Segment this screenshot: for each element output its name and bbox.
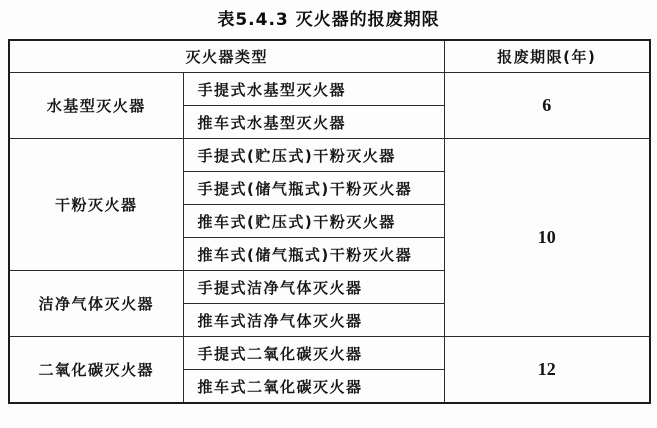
category-dry-powder: 干粉灭火器 bbox=[9, 139, 183, 271]
subtype-portable-stored-pressure-dry-powder: 手提式(贮压式)干粉灭火器 bbox=[183, 139, 444, 172]
header-extinguisher-type: 灭火器类型 bbox=[9, 40, 444, 73]
table-header-row bbox=[9, 40, 650, 73]
subtype-cart-gas-cartridge-dry-powder: 推车式(储气瓶式)干粉灭火器 bbox=[183, 238, 444, 271]
subtype-portable-water-based: 手提式水基型灭火器 bbox=[183, 73, 444, 106]
subtype-portable-clean-agent: 手提式洁净气体灭火器 bbox=[183, 271, 444, 304]
period-value-12: 12 bbox=[444, 337, 650, 404]
subtype-portable-gas-cartridge-dry-powder: 手提式(储气瓶式)干粉灭火器 bbox=[183, 172, 444, 205]
category-clean-agent: 洁净气体灭火器 bbox=[9, 271, 183, 337]
subtype-cart-carbon-dioxide: 推车式二氧化碳灭火器 bbox=[183, 370, 444, 404]
subtype-cart-clean-agent: 推车式洁净气体灭火器 bbox=[183, 304, 444, 337]
table-row bbox=[9, 139, 650, 172]
period-value-6: 6 bbox=[444, 73, 650, 139]
subtype-cart-stored-pressure-dry-powder: 推车式(贮压式)干粉灭火器 bbox=[183, 205, 444, 238]
table-row bbox=[9, 73, 650, 106]
table-row bbox=[9, 337, 650, 370]
subtype-portable-carbon-dioxide: 手提式二氧化碳灭火器 bbox=[183, 337, 444, 370]
category-water-based: 水基型灭火器 bbox=[9, 73, 183, 139]
table-title: 表5.4.3 灭火器的报废期限 bbox=[217, 10, 440, 30]
header-scrap-period: 报废期限(年) bbox=[444, 40, 650, 73]
period-value-10: 10 bbox=[444, 139, 650, 337]
category-carbon-dioxide: 二氧化碳灭火器 bbox=[9, 337, 183, 404]
subtype-cart-water-based: 推车式水基型灭火器 bbox=[183, 106, 444, 139]
extinguisher-scrap-period-table bbox=[8, 39, 651, 404]
